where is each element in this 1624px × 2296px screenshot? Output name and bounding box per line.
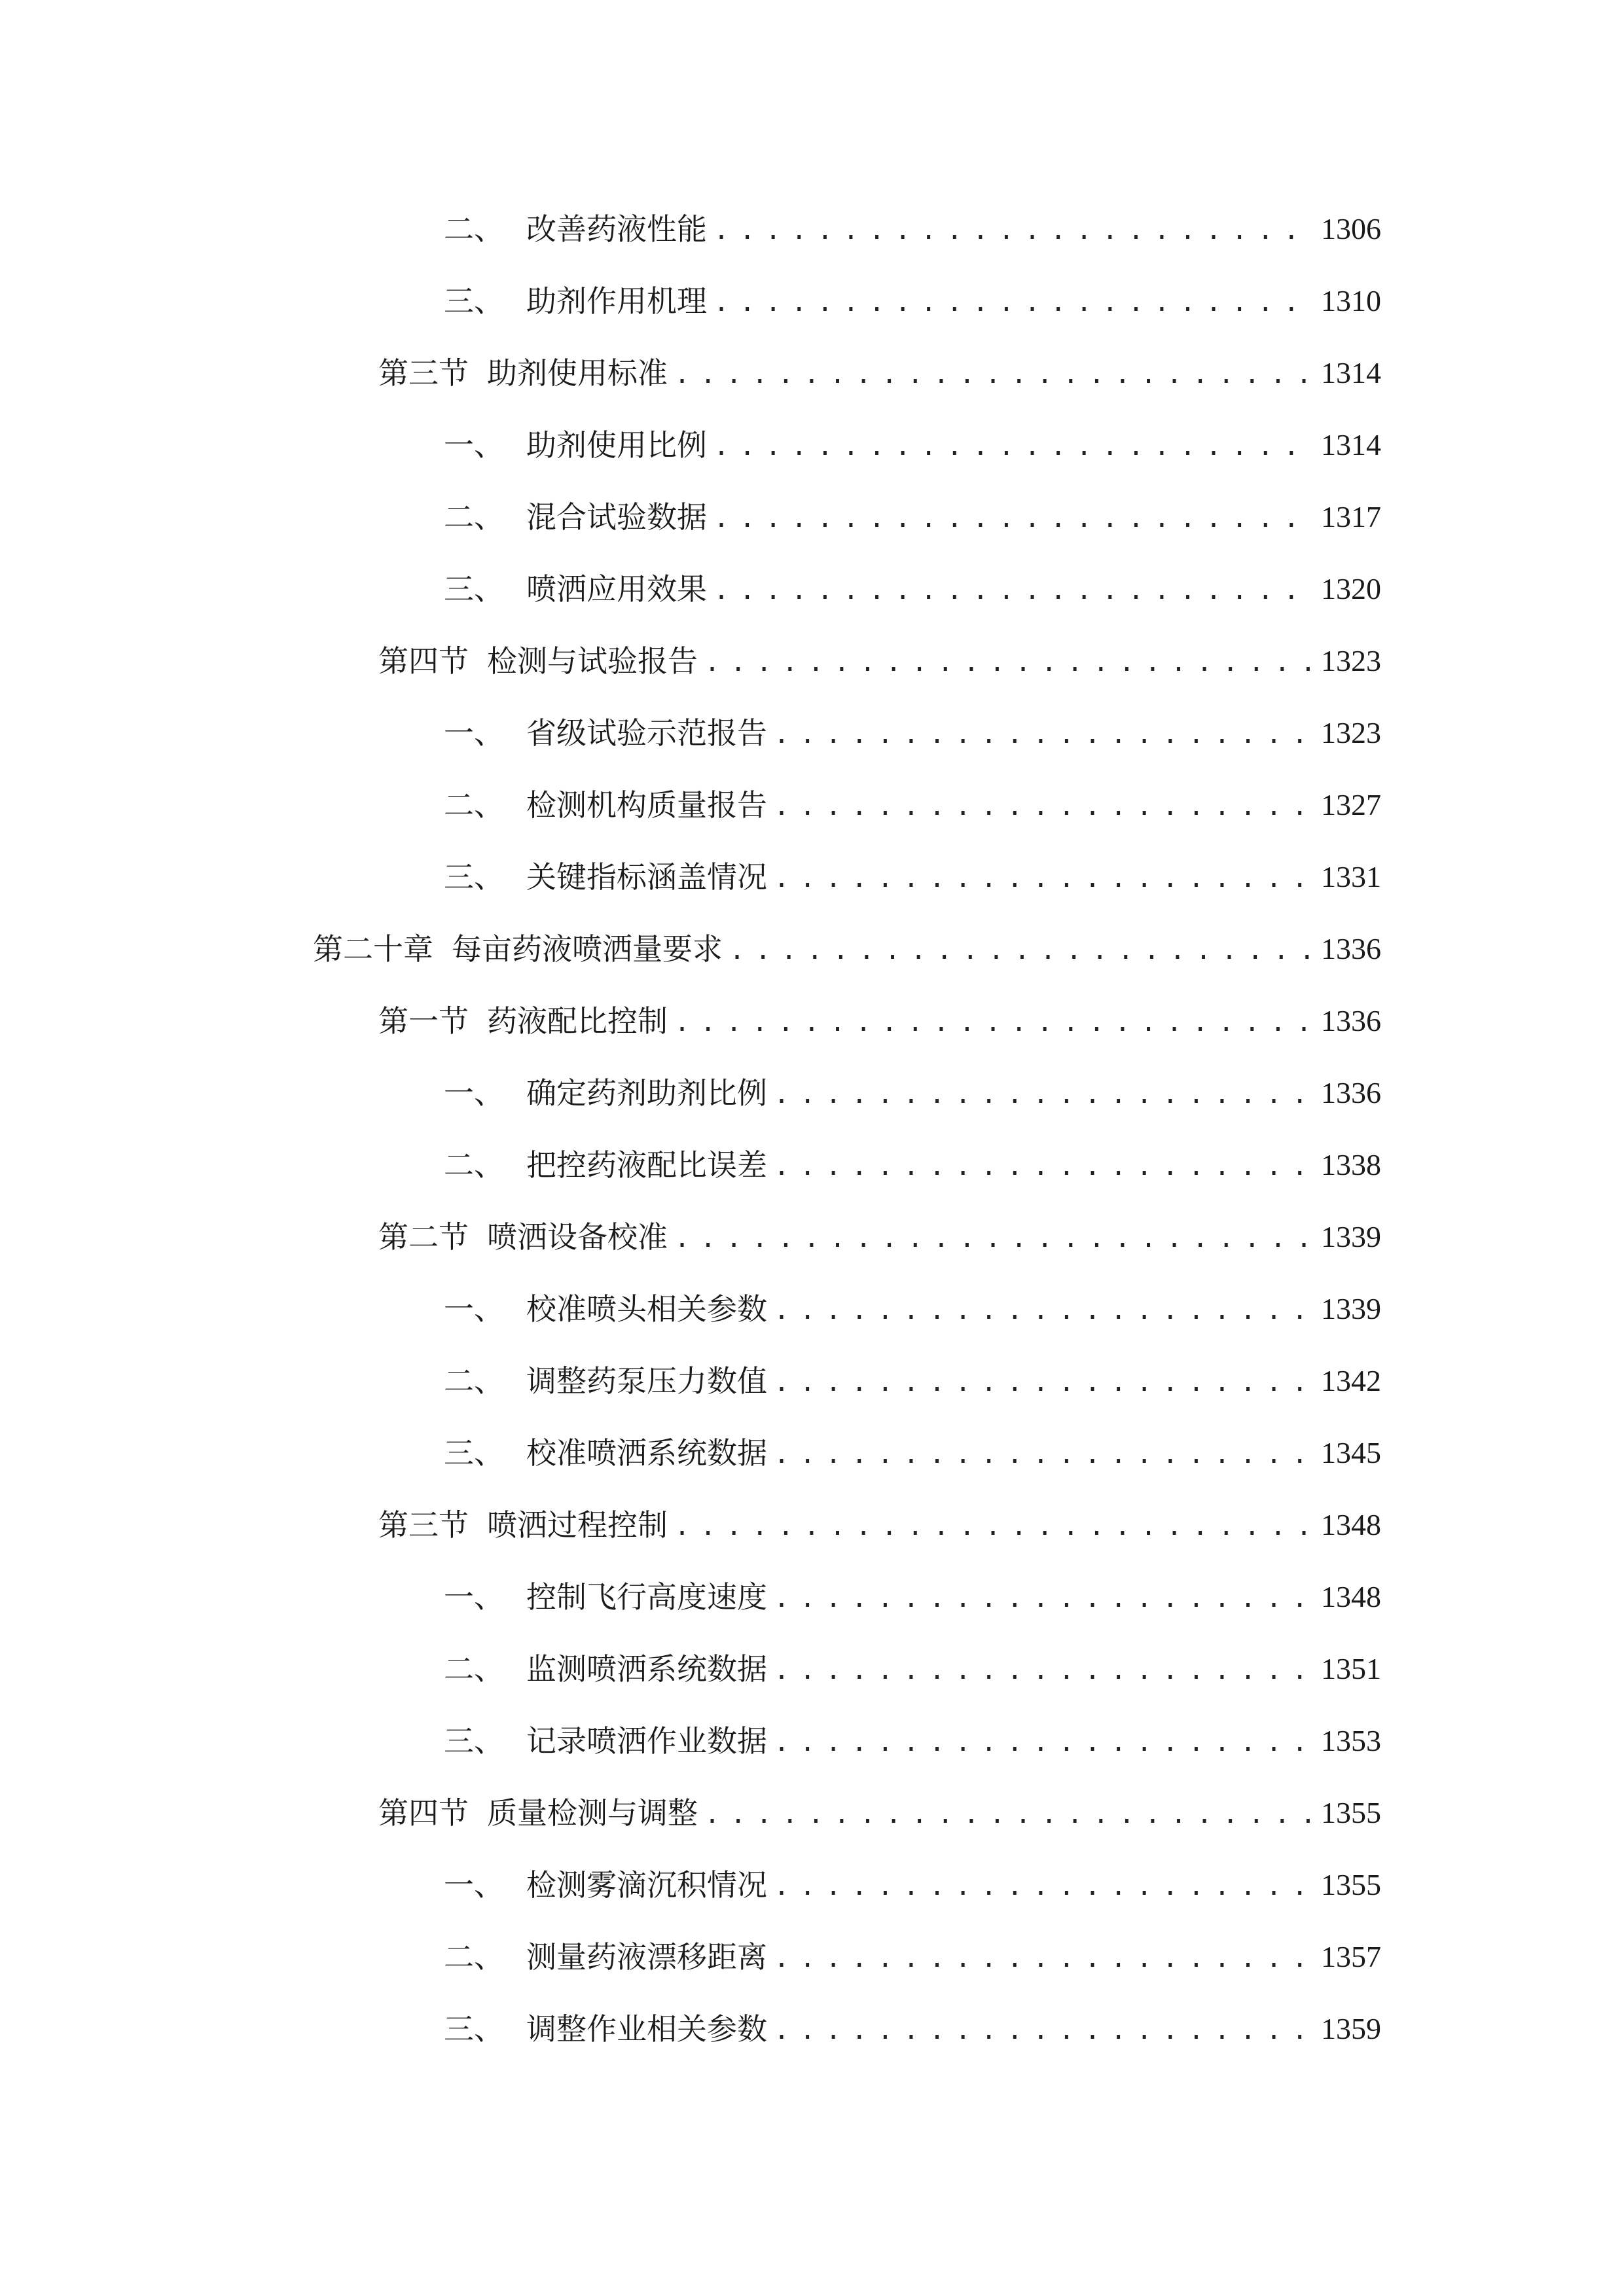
toc-entry[interactable] [444,851,1381,903]
entry-page-number: 1339 [1321,1292,1381,1325]
entry-title: 调整作业相关参数 [526,2011,767,2047]
dot-leader [774,1140,1312,1193]
toc-entry[interactable] [444,203,1381,255]
dot-leader [774,1284,1312,1336]
dot-leader [674,348,1312,401]
entry-title: 喷洒设备校准 [487,1219,668,1255]
entry-page-number: 1342 [1321,1364,1381,1397]
entry-page-number: 1355 [1321,1868,1381,1901]
entry-number: 三、 [444,2011,504,2047]
dot-leader [774,1068,1312,1121]
entry-title: 助剂使用标准 [487,355,668,391]
entry-number: 第二十章 [313,931,433,967]
toc-entry[interactable] [378,635,1381,687]
dot-leader [774,2004,1312,2056]
toc-entry[interactable] [444,1067,1381,1119]
toc-entry[interactable] [444,1715,1381,1767]
toc-entry[interactable] [444,1859,1381,1911]
entry-page-number: 1359 [1321,2012,1381,2045]
entry-page-number: 1348 [1321,1508,1381,1541]
dot-leader [774,1932,1312,1984]
entry-page-number: 1353 [1321,1724,1381,1757]
dot-leader [704,636,1312,689]
entry-title: 质量检测与调整 [487,1795,698,1831]
entry-number: 三、 [444,1723,504,1759]
toc-entry[interactable] [444,1571,1381,1623]
toc-entry[interactable] [378,1499,1381,1551]
entry-title: 喷洒应用效果 [526,571,707,607]
entry-number: 一、 [444,715,504,751]
entry-title: 确定药剂助剂比例 [526,1075,767,1111]
dot-leader [774,780,1312,833]
entry-title: 校准喷洒系统数据 [526,1435,767,1471]
entry-title: 每亩药液喷洒量要求 [452,931,723,967]
entry-page-number: 1323 [1321,644,1381,677]
toc-entry[interactable] [444,275,1381,327]
dot-leader [704,1788,1312,1840]
entry-title: 关键指标涵盖情况 [526,859,767,895]
entry-page-number: 1327 [1321,788,1381,821]
toc-entry[interactable] [378,1787,1381,1839]
entry-number: 第四节 [378,643,469,679]
entry-number: 二、 [444,211,504,247]
dot-leader [774,1428,1312,1480]
dot-leader [774,708,1312,761]
entry-number: 第二节 [378,1219,469,1255]
toc-entry[interactable] [444,1931,1381,1983]
toc-entry[interactable] [444,1139,1381,1191]
entry-title: 检测机构质量报告 [526,787,767,823]
dot-leader [774,1716,1312,1768]
toc-entry[interactable] [444,779,1381,831]
entry-number: 一、 [444,1579,504,1615]
entry-page-number: 1355 [1321,1796,1381,1829]
entry-number: 第一节 [378,1003,469,1039]
toc-entry[interactable] [444,1427,1381,1479]
entry-number: 二、 [444,1363,504,1399]
entry-number: 一、 [444,1075,504,1111]
entry-title: 把控药液配比误差 [526,1147,767,1183]
dot-leader [774,1860,1312,1912]
toc-entry[interactable] [444,491,1381,543]
entry-page-number: 1317 [1321,500,1381,533]
toc-entry[interactable] [444,1355,1381,1407]
dot-leader [674,1212,1312,1265]
dot-leader [774,852,1312,905]
entry-title: 改善药液性能 [526,211,707,247]
dot-leader [774,1572,1312,1624]
entry-number: 第四节 [378,1795,469,1831]
toc-entry[interactable] [313,923,1381,975]
dot-leader [774,1356,1312,1408]
entry-page-number: 1314 [1321,428,1381,461]
entry-page-number: 1310 [1321,284,1381,317]
toc-entry[interactable] [378,347,1381,399]
toc-entry[interactable] [444,563,1381,615]
dot-leader [774,1644,1312,1696]
dot-leader [674,996,1312,1049]
entry-number: 三、 [444,859,504,895]
entry-page-number: 1314 [1321,356,1381,389]
dot-leader [713,420,1312,473]
entry-title: 混合试验数据 [526,499,707,535]
entry-number: 三、 [444,571,504,607]
toc-entry[interactable] [444,1643,1381,1695]
entry-number: 三、 [444,283,504,319]
entry-number: 一、 [444,427,504,463]
entry-page-number: 1331 [1321,860,1381,893]
entry-title: 检测雾滴沉积情况 [526,1867,767,1903]
toc-entry[interactable] [378,995,1381,1047]
dot-leader [713,492,1312,545]
entry-number: 二、 [444,499,504,535]
entry-page-number: 1336 [1321,1076,1381,1109]
entry-title: 喷洒过程控制 [487,1507,668,1543]
entry-title: 测量药液漂移距离 [526,1939,767,1975]
entry-number: 二、 [444,1147,504,1183]
entry-title: 控制飞行高度速度 [526,1579,767,1615]
entry-page-number: 1336 [1321,1004,1381,1037]
entry-page-number: 1345 [1321,1436,1381,1469]
dot-leader [713,276,1312,329]
entry-title: 省级试验示范报告 [526,715,767,751]
entry-title: 监测喷洒系统数据 [526,1651,767,1687]
dot-leader [674,1500,1312,1552]
entry-number: 二、 [444,787,504,823]
toc-entry[interactable] [444,2003,1381,2055]
entry-number: 第三节 [378,1507,469,1543]
entry-number: 三、 [444,1435,504,1471]
entry-title: 记录喷洒作业数据 [526,1723,767,1759]
toc-entry[interactable] [444,419,1381,471]
entry-page-number: 1357 [1321,1940,1381,1973]
entry-number: 二、 [444,1939,504,1975]
dot-leader [713,204,1312,257]
entry-page-number: 1351 [1321,1652,1381,1685]
dot-leader [729,924,1312,977]
entry-page-number: 1323 [1321,716,1381,749]
entry-title: 调整药泵压力数值 [526,1363,767,1399]
entry-number: 一、 [444,1867,504,1903]
toc-entry[interactable] [444,707,1381,759]
entry-page-number: 1348 [1321,1580,1381,1613]
dot-leader [713,564,1312,617]
entry-page-number: 1336 [1321,932,1381,965]
toc-entry[interactable] [378,1211,1381,1263]
entry-number: 第三节 [378,355,469,391]
entry-page-number: 1306 [1321,212,1381,245]
toc-entry[interactable] [444,1283,1381,1335]
entry-title: 校准喷头相关参数 [526,1291,767,1327]
entry-title: 药液配比控制 [487,1003,668,1039]
entry-number: 一、 [444,1291,504,1327]
entry-page-number: 1338 [1321,1148,1381,1181]
entry-title: 助剂作用机理 [526,283,707,319]
entry-title: 助剂使用比例 [526,427,707,463]
entry-title: 检测与试验报告 [487,643,698,679]
entry-page-number: 1339 [1321,1220,1381,1253]
entry-page-number: 1320 [1321,572,1381,605]
entry-number: 二、 [444,1651,504,1687]
